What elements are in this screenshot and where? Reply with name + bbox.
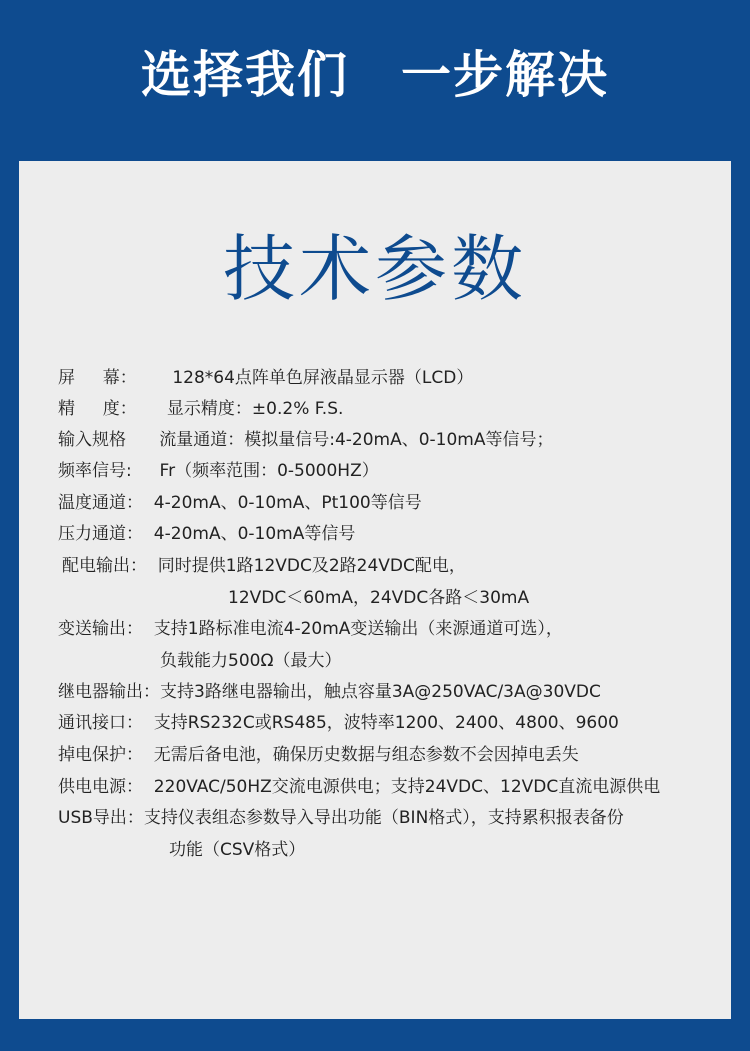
spec-power-distribution-cont: 12VDC＜60mA，24VDC各路＜30mA bbox=[228, 588, 530, 608]
spec-input: 输入规格 流量通道：模拟量信号:4-20mA、0-10mA等信号； bbox=[58, 430, 554, 450]
spec-frequency: 频率信号: Fr（频率范围：0-5000HZ） bbox=[58, 461, 379, 481]
spec-power-supply: 供电电源： 220VAC/50HZ交流电源供电；支持24VDC、12VDC直流电源供电 bbox=[58, 777, 661, 797]
spec-relay: 继电器输出：支持3路继电器输出，触点容量3A@250VAC/3A@30VDC bbox=[58, 682, 601, 702]
spec-screen: 屏 幕： 128*64点阵单色屏液晶显示器（LCD） bbox=[58, 368, 474, 388]
spec-panel bbox=[19, 161, 731, 1019]
spec-usb-export-cont: 功能（CSV格式） bbox=[169, 840, 306, 860]
spec-usb-export: USB导出：支持仪表组态参数导入导出功能（BIN格式），支持累积报表备份 bbox=[58, 808, 624, 828]
spec-power-failure: 掉电保护： 无需后备电池，确保历史数据与组态参数不会因掉电丢失 bbox=[58, 745, 579, 765]
spec-accuracy: 精 度： 显示精度：±0.2% F.S. bbox=[58, 399, 344, 419]
section-title: 技术参数 bbox=[222, 227, 527, 311]
spec-power-distribution: 配电输出： 同时提供1路12VDC及2路24VDC配电， bbox=[62, 556, 466, 576]
spec-transmitter-cont: 负载能力500Ω（最大） bbox=[160, 651, 342, 671]
spec-transmitter: 变送输出： 支持1路标准电流4-20mA变送输出（来源通道可选）， bbox=[58, 619, 563, 639]
spec-temperature: 温度通道： 4-20mA、0-10mA、Pt100等信号 bbox=[58, 493, 422, 513]
spec-pressure: 压力通道： 4-20mA、0-10mA等信号 bbox=[58, 524, 356, 544]
banner-title: 选择我们 一步解决 bbox=[141, 46, 609, 104]
spec-communication: 通讯接口： 支持RS232C或RS485，波特率1200、2400、4800、9600 bbox=[58, 713, 619, 733]
